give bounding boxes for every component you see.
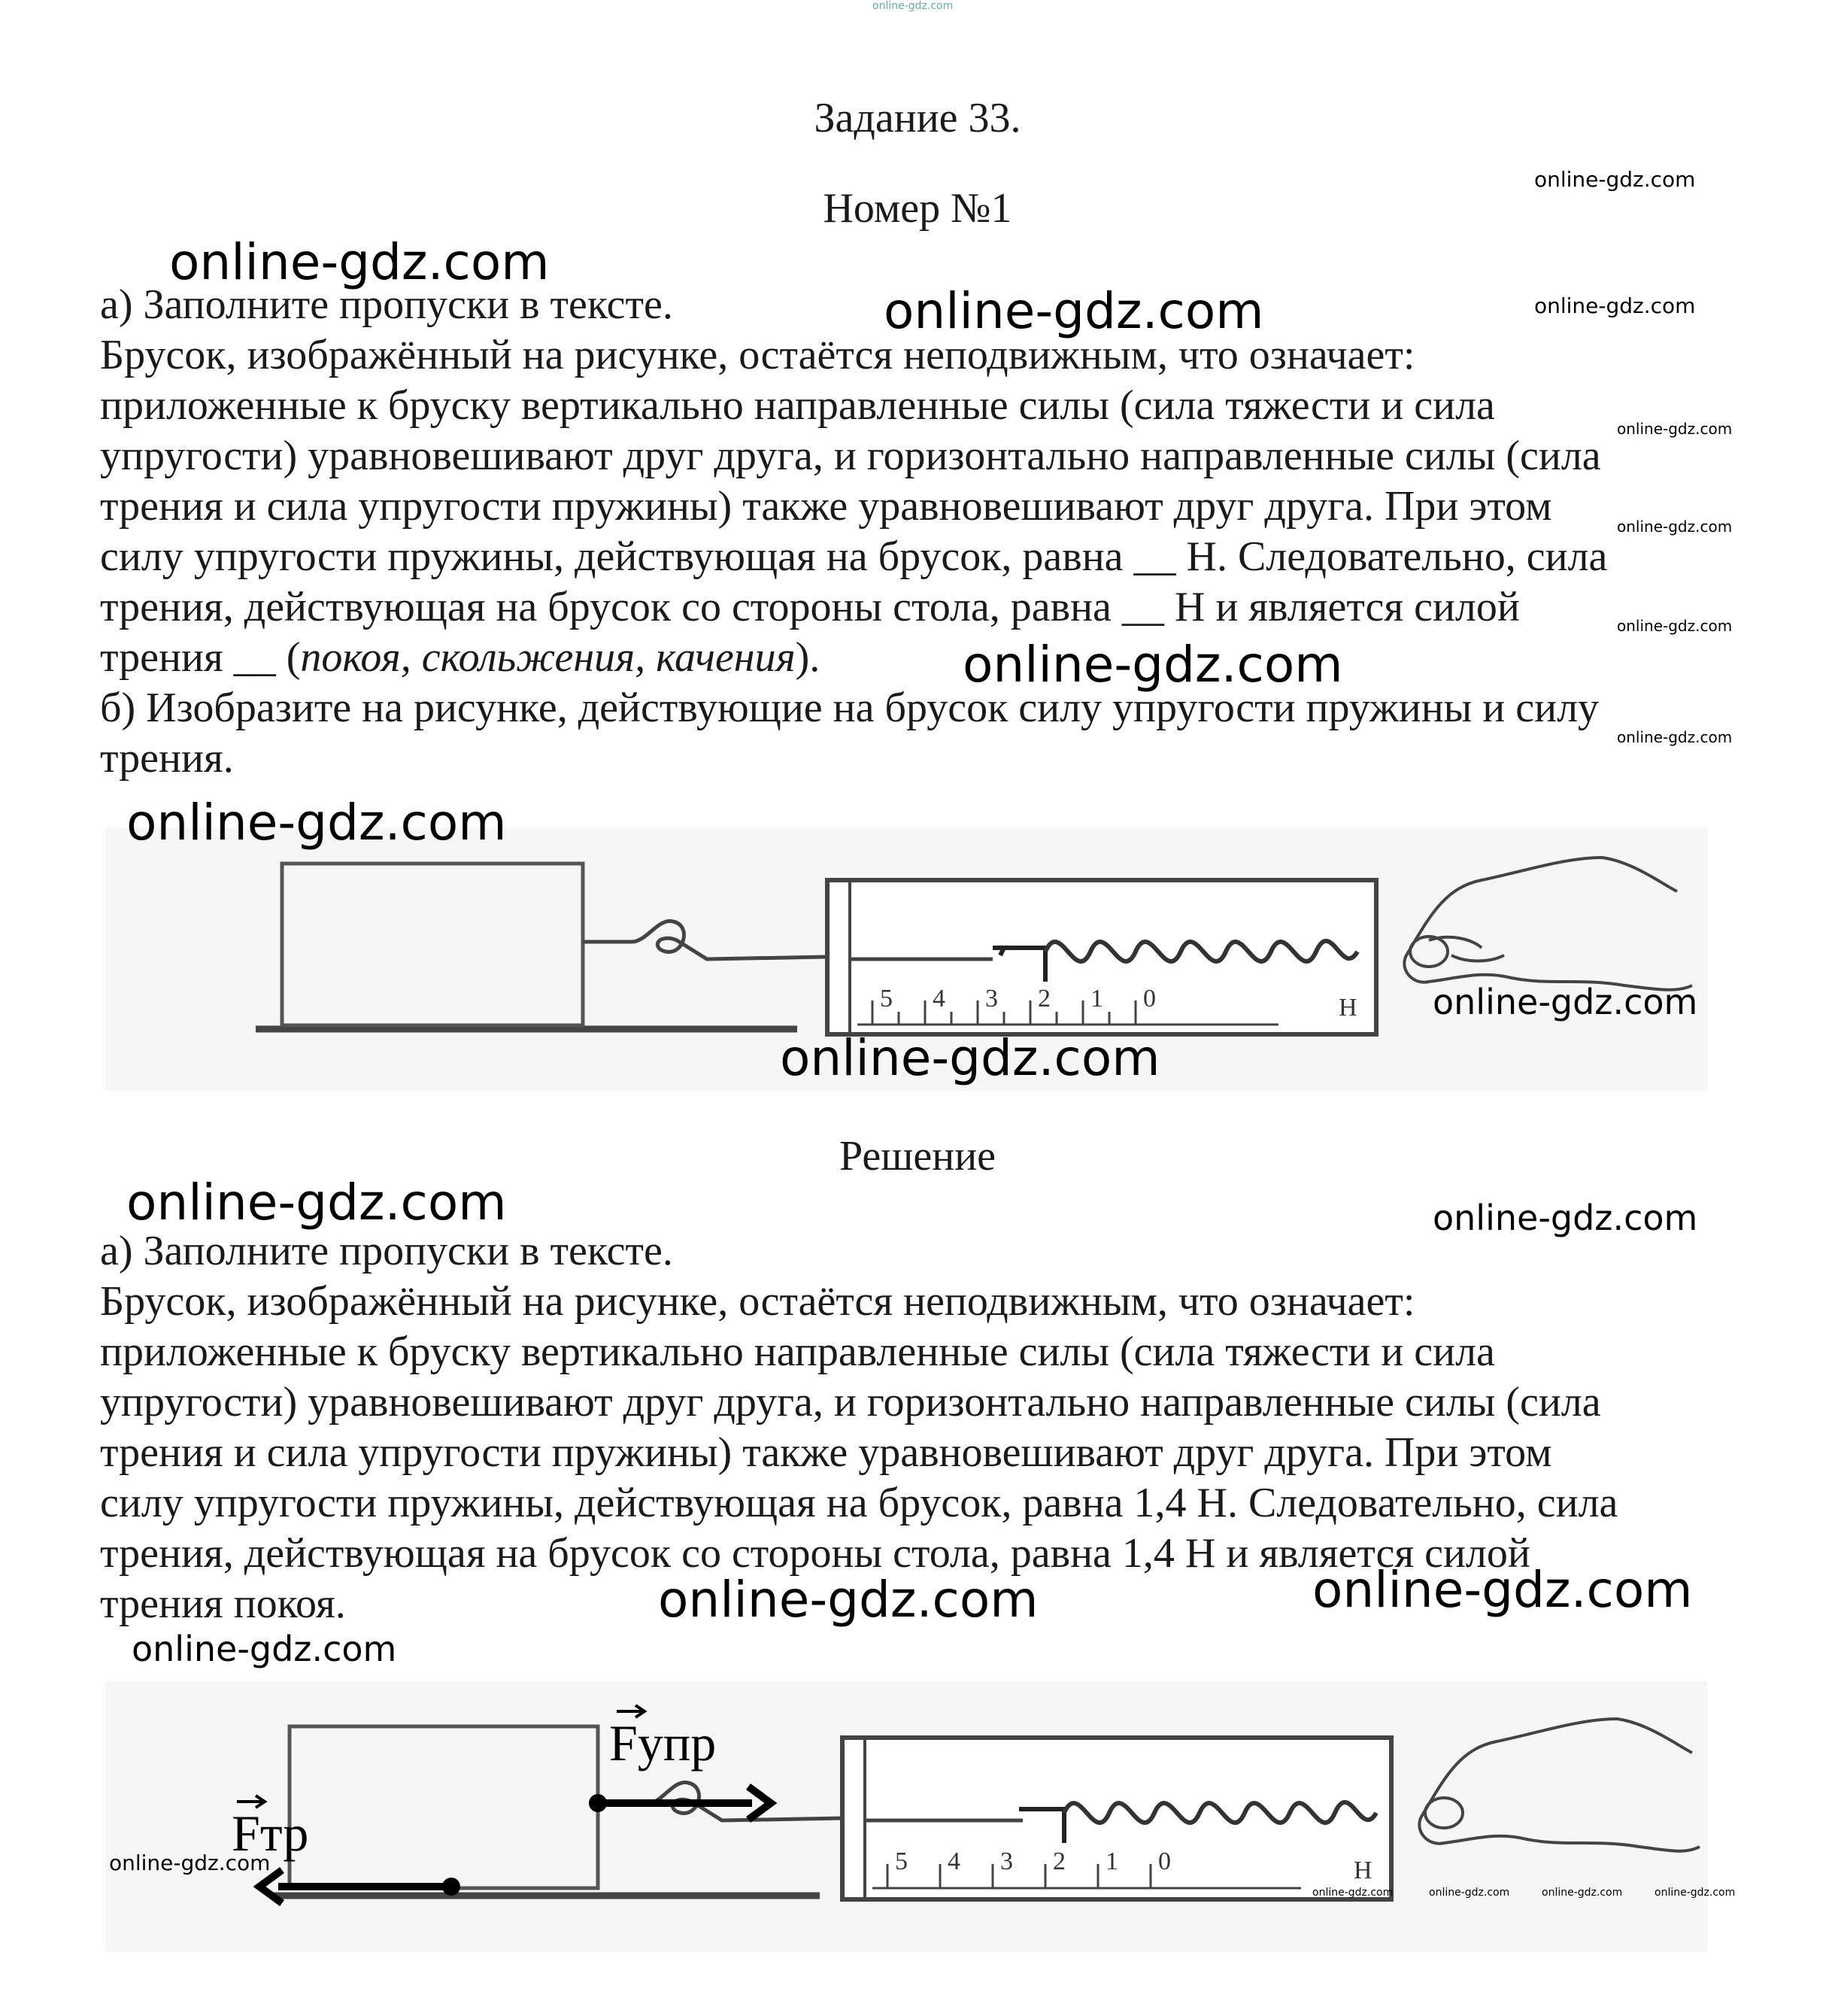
scale-unit: Н <box>1339 994 1357 1022</box>
question-options: покоя, скольжения, качения <box>300 634 796 681</box>
watermark: online-gdz.com <box>963 636 1343 694</box>
question-line: трения и сила упругости пружины) также уравновешивают друг друга. При этом <box>100 483 1552 530</box>
question-line: приложенные к бруску вертикально направленные силы (сила тяжести и сила <box>100 382 1495 429</box>
watermark: online-gdz.com <box>780 1029 1160 1087</box>
solution-title: Решение <box>839 1133 996 1180</box>
answer-line: приложенные к бруску вертикально направленные силы (сила тяжести и сила <box>100 1328 1495 1375</box>
watermark: online-gdz.com <box>658 1571 1039 1629</box>
scale-label: 1 <box>1090 985 1103 1013</box>
question-line: трения, действующая на брусок со стороны стола, равна __ Н и является силой <box>100 584 1520 630</box>
watermark: online-gdz.com <box>169 233 550 291</box>
number-title: Номер №1 <box>823 185 1012 232</box>
friction-force-label: Fтр <box>232 1805 309 1862</box>
scale-label: 0 <box>1158 1847 1171 1875</box>
answer-line: упругости) уравновешивают друг друга, и горизонтально направленные силы (сила <box>100 1379 1601 1425</box>
answer-line: трения, действующая на брусок со стороны стола, равна 1,4 Н и является силой <box>100 1530 1530 1577</box>
question-line: Брусок, изображённый на рисунке, остаётся неподвижным, что означает: <box>100 332 1415 378</box>
watermark: online-gdz.com <box>1617 617 1733 635</box>
question-line-end: ). <box>795 634 820 681</box>
watermark-top: online-gdz.com <box>872 0 954 12</box>
watermark: online-gdz.com <box>1617 420 1733 438</box>
watermark: online-gdz.com <box>1617 728 1733 746</box>
scale-label: 2 <box>1053 1847 1066 1875</box>
watermark: online-gdz.com <box>1429 1887 1510 1899</box>
watermark: online-gdz.com <box>1534 167 1696 192</box>
scale-label: 3 <box>985 985 998 1013</box>
answer-line: а) Заполните пропуски в тексте. <box>100 1228 673 1274</box>
scale-label: 0 <box>1143 985 1156 1013</box>
watermark: online-gdz.com <box>132 1629 397 1669</box>
watermark: online-gdz.com <box>1655 1887 1736 1899</box>
friction-force-origin <box>442 1878 460 1896</box>
watermark: online-gdz.com <box>126 794 507 852</box>
question-line: силу упругости пружины, действующая на брусок, равна __ Н. Следовательно, сила <box>100 533 1608 580</box>
scale-label: 5 <box>880 985 893 1013</box>
scale-label: 1 <box>1106 1847 1118 1875</box>
watermark: online-gdz.com <box>1312 1887 1394 1899</box>
question-text <box>100 280 1739 784</box>
question-line <box>100 633 1739 683</box>
question-line: а) Заполните пропуски в тексте. <box>100 281 673 328</box>
watermark: online-gdz.com <box>126 1173 507 1231</box>
scale-unit: Н <box>1354 1857 1372 1884</box>
watermark: online-gdz.com <box>109 1851 271 1875</box>
watermark: online-gdz.com <box>1433 982 1698 1022</box>
scale-label: 3 <box>1000 1847 1013 1875</box>
task-title: Задание 33. <box>814 95 1021 141</box>
watermark: online-gdz.com <box>1542 1887 1623 1899</box>
answer-line: силу упругости пружины, действующая на брусок, равна 1,4 Н. Следовательно, сила <box>100 1480 1618 1526</box>
watermark: online-gdz.com <box>1534 293 1696 318</box>
watermark: online-gdz.com <box>1617 518 1733 536</box>
elastic-force-label: Fупр <box>609 1714 717 1772</box>
watermark: online-gdz.com <box>1312 1561 1693 1619</box>
watermark: online-gdz.com <box>884 282 1264 340</box>
scale-label: 5 <box>895 1847 908 1875</box>
figure-block-forces <box>105 1681 1707 1952</box>
elastic-force-origin <box>589 1794 607 1812</box>
answer-line: Брусок, изображённый на рисунке, остаётся неподвижным, что означает: <box>100 1278 1415 1325</box>
question-line: б) Изобразите на рисунке, действующие на брусок силу упругости пружины и силу <box>100 685 1600 731</box>
question-line: упругости) уравновешивают друг друга, и горизонтально направленные силы (сила <box>100 433 1601 479</box>
question-line: трения. <box>100 735 234 782</box>
scale-label: 2 <box>1038 985 1051 1013</box>
scale-label: 4 <box>948 1847 960 1875</box>
scale-label: 4 <box>933 985 945 1013</box>
question-line-start: трения __ ( <box>100 634 301 681</box>
answer-line: трения и сила упругости пружины) также уравновешивают друг друга. При этом <box>100 1429 1552 1476</box>
answer-line: трения покоя. <box>100 1580 346 1627</box>
watermark: online-gdz.com <box>1433 1198 1698 1238</box>
